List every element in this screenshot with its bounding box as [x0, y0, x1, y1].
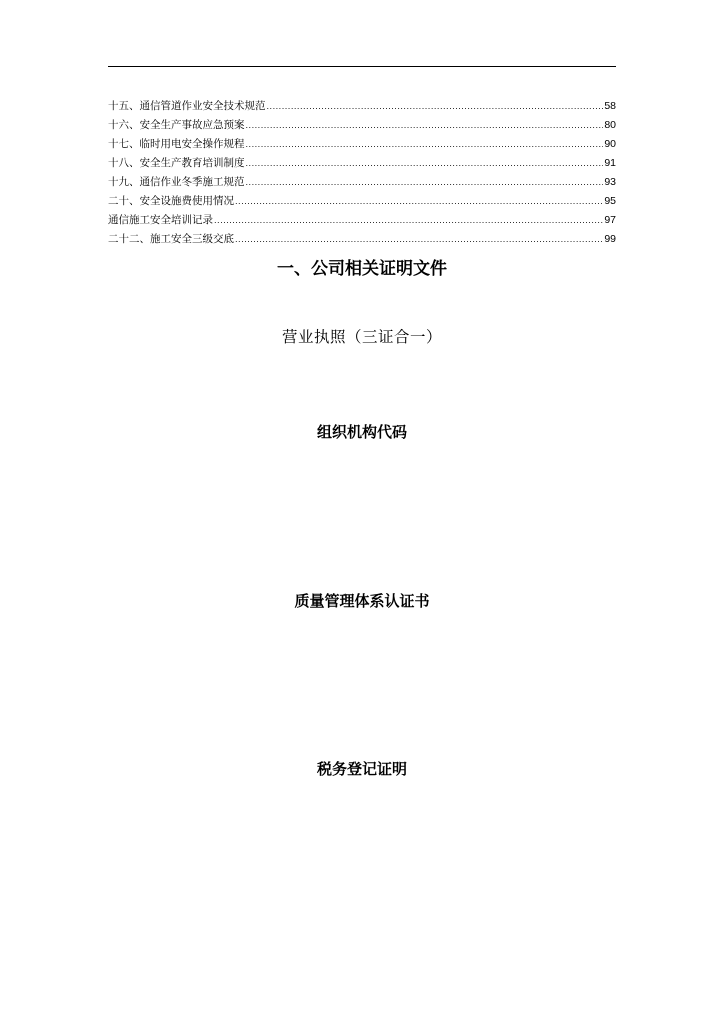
table-of-contents: [108, 97, 616, 249]
toc-entry[interactable]: [108, 211, 616, 230]
toc-entry-page: 95: [604, 195, 616, 207]
toc-entry-label: 十九、通信作业冬季施工规范: [108, 176, 245, 188]
section-title: 一、公司相关证明文件: [277, 259, 447, 279]
heading-business-license: 营业执照（三证合一）: [281, 328, 442, 346]
heading-tax-registration: 税务登记证明: [316, 760, 407, 778]
toc-entry-label: 十七、临时用电安全操作规程: [108, 138, 245, 150]
toc-dot-leader: [246, 135, 604, 154]
toc-entry-page: 90: [604, 138, 616, 150]
toc-entry-label: 十六、安全生产事故应急预案: [108, 119, 245, 131]
toc-entry-page: 91: [604, 157, 616, 169]
toc-entry[interactable]: [108, 230, 616, 249]
toc-entry[interactable]: [108, 135, 616, 154]
toc-dot-leader: [235, 230, 603, 249]
toc-entry-page: 97: [604, 214, 616, 226]
toc-entry[interactable]: [108, 116, 616, 135]
heading-quality-cert: 质量管理体系认证书: [294, 592, 430, 610]
toc-entry[interactable]: [108, 154, 616, 173]
toc-dot-leader: [246, 173, 604, 192]
toc-entry-page: 93: [604, 176, 616, 188]
toc-entry-label: 二十二、施工安全三级交底: [108, 233, 234, 245]
toc-dot-leader: [246, 154, 604, 173]
toc-entry-page: 80: [604, 119, 616, 131]
toc-entry-label: 十八、安全生产教育培训制度: [108, 157, 245, 169]
toc-entry-label: 十五、通信管道作业安全技术规范: [108, 100, 266, 112]
toc-dot-leader: [246, 116, 604, 135]
toc-entry-label: 二十、安全设施费使用情况: [108, 195, 234, 207]
toc-dot-leader: [214, 211, 603, 230]
toc-entry[interactable]: [108, 97, 616, 116]
header-rule: [108, 66, 616, 67]
heading-org-code: 组织机构代码: [316, 423, 407, 441]
toc-entry-label: 通信施工安全培训记录: [108, 214, 213, 226]
toc-entry[interactable]: [108, 173, 616, 192]
toc-dot-leader: [235, 192, 603, 211]
toc-entry[interactable]: [108, 192, 616, 211]
toc-entry-page: 99: [604, 233, 616, 245]
toc-dot-leader: [267, 97, 604, 116]
toc-entry-page: 58: [604, 100, 616, 112]
